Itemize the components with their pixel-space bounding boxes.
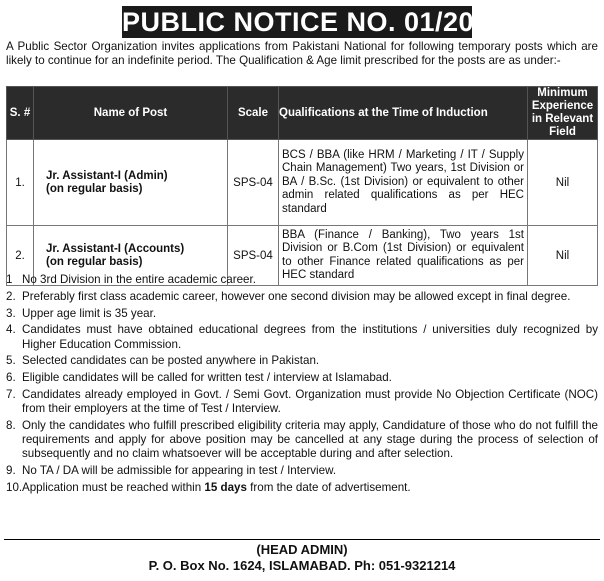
public-notice [4, 2, 600, 577]
condition-number: 5. [6, 354, 16, 368]
condition-text: No TA / DA will be admissible for appearing in test / Interview. [22, 464, 337, 478]
condition-text: Application must be reached within [22, 480, 205, 494]
condition-number: 10. [6, 480, 23, 494]
table-row [7, 140, 598, 226]
condition-text: Only the candidates who fulfill prescribed eligibility criteria may apply, Candidature of those who do not fulfill the requirements and apply for above position may be cancelled at any stage during the process of selection of subsequently and no claim whatsoever will be acceptable during and after selection. [22, 418, 598, 461]
list-item [6, 419, 598, 462]
condition-text: No 3rd Division in the entire academic career. [22, 273, 256, 286]
condition-number: 6. [6, 371, 16, 385]
condition-text: Preferably first class academic career, however one second division may be allowed except in final degree. [22, 289, 571, 303]
header-experience: Minimum Experience in Relevant Field [528, 87, 598, 140]
list-item [6, 307, 598, 321]
list-item [6, 273, 598, 287]
list-item [6, 323, 598, 351]
table-header-row [7, 87, 598, 140]
list-item [6, 371, 598, 385]
condition-number: 8. [6, 418, 16, 432]
condition-text: Candidates already employed in Govt. / Semi Govt. Organization must provide No Objection Certificate (NOC) from their employers at the time of Test / Interview. [22, 387, 598, 416]
footer-divider [4, 539, 600, 540]
header-qualification: Qualifications at the Time of Induction [279, 87, 528, 140]
row-qualification: BCS / BBA (like HRM / Marketing / IT / Supply Chain Management) Two years, 1st Division or BA / B.Sc. (1st Division) or equivalent to other admin related qualifications as per HEC standard [279, 140, 528, 226]
row-scale: SPS-04 [228, 140, 279, 226]
row-scale: SPS-04 [228, 226, 279, 286]
list-item [6, 388, 598, 416]
posts-table [6, 86, 598, 286]
list-item [6, 290, 598, 304]
post-basis: (on regular basis) [46, 255, 143, 268]
list-item [6, 354, 598, 368]
conditions-list [6, 273, 598, 498]
list-item [6, 464, 598, 478]
condition-number: 1 [6, 273, 13, 286]
condition-text: Upper age limit is 35 year. [22, 306, 157, 320]
condition-number: 7. [6, 387, 16, 401]
deadline-days: 15 days [204, 480, 247, 494]
condition-number: 2. [6, 289, 16, 303]
footer-head-admin: (HEAD ADMIN) [256, 542, 348, 557]
row-experience: Nil [528, 226, 598, 286]
footer-address [4, 542, 600, 574]
row-qualification: BBA (Finance / Banking), Two years 1st Division or B.Com (1st Division) or equivalent to other Finance related qualifications as per HEC standard [279, 226, 528, 286]
intro-paragraph: A Public Sector Organization invites applications from Pakistani National for following temporary posts which are likely to continue for an indefinite period. The Qualification & Age limit prescribed for the posts are as under:- [6, 40, 598, 67]
post-name: Jr. Assistant-I (Admin) [46, 169, 168, 182]
condition-number: 3. [6, 306, 16, 320]
post-name: Jr. Assistant-I (Accounts) [46, 242, 185, 255]
condition-text: Candidates must have obtained educational degrees from the institutions / universities duly recognized by Higher Education Commission. [22, 323, 598, 351]
row-experience: Nil [528, 140, 598, 226]
condition-text: Eligible candidates will be called for written test / interview at Islamabad. [22, 371, 392, 385]
list-item [6, 481, 598, 495]
condition-number: 9. [6, 464, 16, 478]
notice-title: PUBLIC NOTICE NO. 01/2021 [122, 7, 506, 37]
condition-number: 4. [6, 323, 16, 337]
header-scale: Scale [228, 87, 279, 140]
row-post [34, 140, 228, 226]
header-sn: S. # [7, 87, 34, 140]
footer-po-box: P. O. Box No. 1624, ISLAMABAD. Ph: 051-9321214 [148, 558, 456, 573]
row-sn: 1. [7, 140, 34, 226]
condition-text: Selected candidates can be posted anywhere in Pakistan. [22, 354, 320, 368]
condition-text: from the date of advertisement. [246, 480, 411, 494]
header-post: Name of Post [34, 87, 228, 140]
post-basis: (on regular basis) [46, 182, 143, 195]
row-sn: 2. [7, 226, 34, 286]
